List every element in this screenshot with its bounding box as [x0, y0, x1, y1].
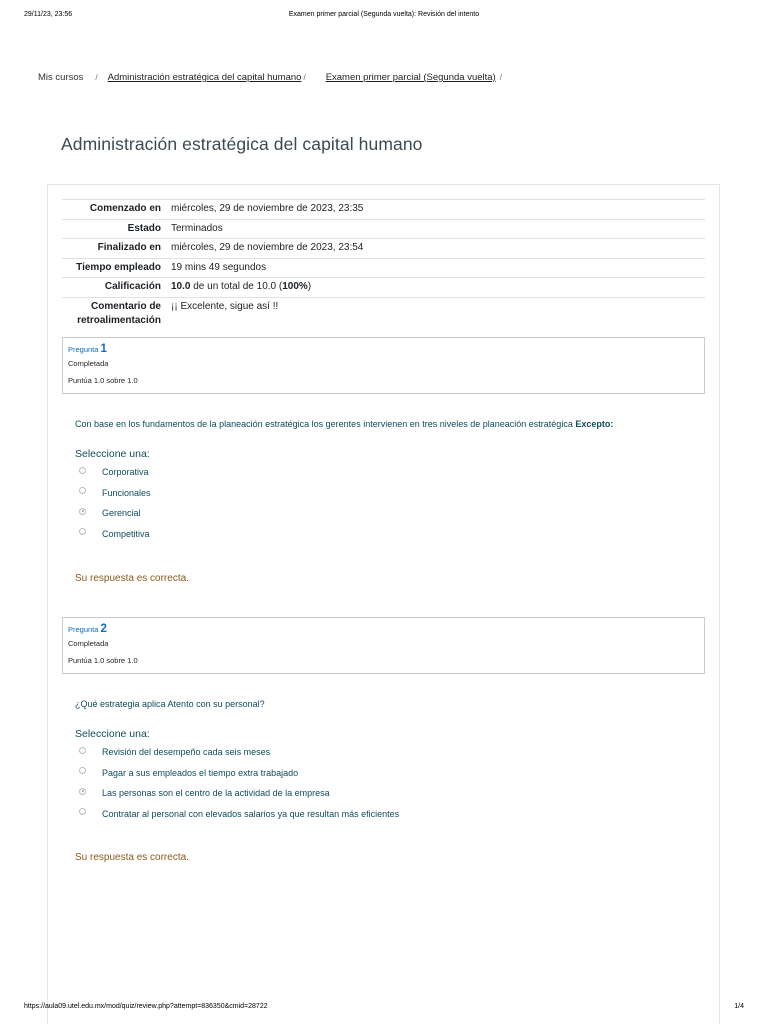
- summary-label: Comenzado en: [89, 203, 161, 214]
- question-2-answers: [79, 742, 399, 824]
- question-label: Pregunta: [68, 625, 99, 634]
- answer-label: Contratar al personal con elevados salarios ya que resultan más eficientes: [102, 808, 400, 819]
- question-number: [68, 623, 704, 635]
- breadcrumb-quiz-link[interactable]: Examen primer parcial (Segunda vuelta): [325, 72, 496, 83]
- radio-button-selected[interactable]: [79, 788, 86, 795]
- print-date: 29/11/23, 23:56: [24, 11, 73, 18]
- question-emphasis: Excepto:: [575, 419, 614, 429]
- question-grade: Puntúa 1.0 sobre 1.0: [68, 376, 138, 385]
- answer-option[interactable]: [79, 763, 399, 784]
- answer-label: Gerencial: [102, 508, 141, 519]
- radio-button[interactable]: [79, 808, 86, 815]
- answer-option[interactable]: [79, 742, 399, 763]
- summary-row-finished: [62, 239, 705, 259]
- answer-label: Las personas son el centro de la actividad de la empresa: [102, 788, 330, 799]
- print-page-number: 1/4: [734, 1003, 744, 1010]
- question-text: Con base en los fundamentos de la planeación estratégica los gerentes intervienen en tres niveles de planeación estratégica: [75, 419, 573, 429]
- question-1-prompt: Seleccione una:: [75, 448, 150, 460]
- radio-button[interactable]: [79, 747, 86, 754]
- question-2-prompt: Seleccione una:: [75, 728, 150, 740]
- question-number-value: 2: [100, 623, 107, 635]
- breadcrumb-separator: /: [95, 73, 98, 82]
- summary-value: [171, 278, 705, 298]
- radio-button[interactable]: [79, 767, 86, 774]
- grade-score: 10.0: [171, 281, 191, 292]
- answer-label: Revisión del desempeño cada seis meses: [102, 747, 271, 758]
- grade-percent: 100%: [282, 281, 308, 292]
- answer-label: Pagar a sus empleados el tiempo extra trabajado: [102, 767, 299, 778]
- summary-label: Finalizado en: [97, 242, 161, 253]
- question-2-text: [75, 699, 265, 709]
- radio-button-selected[interactable]: [79, 508, 86, 515]
- summary-row-started: [62, 200, 705, 220]
- summary-value: miércoles, 29 de noviembre de 2023, 23:54: [171, 242, 364, 253]
- question-text: ¿Qué estrategia aplica Atento con su personal?: [75, 699, 265, 709]
- page-title: Administración estratégica del capital humano: [61, 134, 423, 154]
- summary-value: 19 mins 49 segundos: [171, 261, 267, 273]
- summary-row-feedback: [62, 297, 705, 331]
- question-state: Completada: [68, 359, 109, 368]
- question-1-info: [62, 337, 705, 394]
- answer-label: Corporativa: [102, 467, 149, 478]
- question-grade: Puntúa 1.0 sobre 1.0: [68, 656, 138, 665]
- summary-value: ¡¡ Excelente, sigue así !!: [171, 300, 279, 312]
- question-state: Completada: [68, 639, 109, 648]
- summary-value: miércoles, 29 de noviembre de 2023, 23:35: [171, 203, 364, 214]
- breadcrumb-course-link[interactable]: Administración estratégica del capital humano: [107, 72, 302, 83]
- radio-button[interactable]: [79, 487, 86, 494]
- summary-row-grade: [62, 278, 705, 298]
- question-1-feedback: Su respuesta es correcta.: [75, 573, 189, 584]
- radio-button[interactable]: [79, 467, 86, 474]
- attempt-summary-table: [62, 199, 705, 331]
- answer-option[interactable]: [79, 503, 151, 524]
- answer-option[interactable]: [79, 483, 151, 504]
- question-number-value: 1: [100, 343, 107, 355]
- breadcrumb-my-courses[interactable]: Mis cursos: [38, 72, 84, 83]
- breadcrumb-separator: /: [303, 73, 306, 82]
- summary-label: Comentario de retroalimentación: [77, 300, 161, 326]
- summary-label: Calificación: [104, 281, 161, 292]
- summary-row-state: [62, 219, 705, 239]
- answer-label: Competitiva: [102, 528, 150, 539]
- answer-option[interactable]: [79, 783, 399, 804]
- breadcrumb-separator: /: [499, 73, 502, 82]
- answer-option[interactable]: [79, 462, 151, 483]
- question-1-text: [75, 419, 613, 429]
- breadcrumb: [38, 72, 512, 83]
- question-number: [68, 343, 704, 355]
- question-1-answers: [79, 462, 151, 544]
- radio-button[interactable]: [79, 528, 86, 535]
- answer-option[interactable]: [79, 524, 151, 545]
- question-label: Pregunta: [68, 345, 99, 354]
- summary-label: Tiempo empleado: [76, 261, 161, 273]
- grade-close: ): [307, 281, 312, 292]
- summary-row-time-taken: [62, 258, 705, 278]
- answer-option[interactable]: [79, 804, 399, 825]
- question-2-info: [62, 617, 705, 674]
- answer-label: Funcionales: [102, 487, 151, 498]
- print-document-title: Examen primer parcial (Segunda vuelta): Revisión del intento: [288, 11, 480, 18]
- summary-value: Terminados: [171, 222, 223, 234]
- grade-total: de un total de 10.0 (: [190, 281, 283, 292]
- question-2-feedback: Su respuesta es correcta.: [75, 852, 189, 863]
- print-url: https://aula09.utel.edu.mx/mod/quiz/review.php?attempt=836350&cmid=28722: [24, 1003, 268, 1010]
- summary-label: Estado: [127, 222, 161, 234]
